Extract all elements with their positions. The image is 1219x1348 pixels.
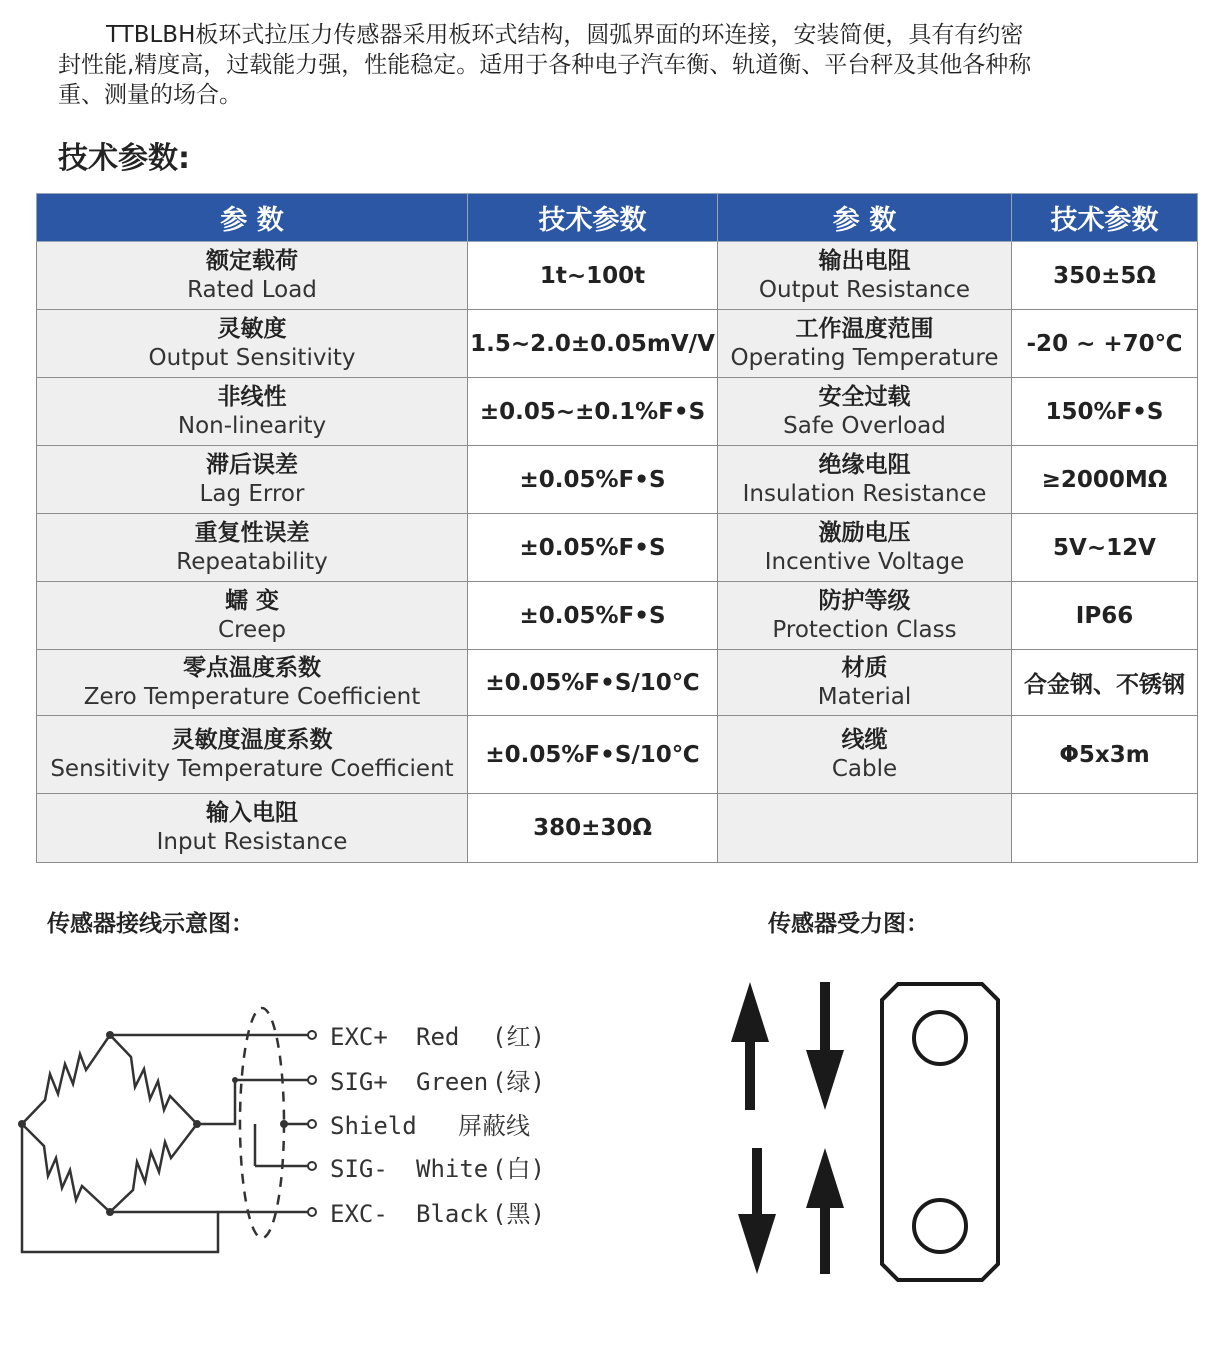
spec-table [36, 193, 1198, 863]
wire-signal-sig-plus: SIG+ [330, 1068, 388, 1096]
param-name-cn: 输入电阻 [206, 800, 298, 826]
arrow-down-icon [806, 982, 844, 1110]
value-cell: 5V~12V [1012, 514, 1198, 582]
wire-cn-black: (黑) [492, 1200, 545, 1228]
wire-cn-green: (绿) [492, 1068, 545, 1096]
table-row [37, 310, 1198, 378]
value-cell: ±0.05~±0.1%F•S [468, 378, 718, 446]
value-cell: IP66 [1012, 582, 1198, 650]
wire-signal-sig-minus: SIG- [330, 1155, 388, 1183]
wire-color-green: Green [416, 1068, 489, 1096]
param-name-en: Protection Class [772, 616, 957, 643]
table-row [37, 650, 1198, 716]
value-cell: ±0.05%F•S [468, 582, 718, 650]
value-cell: ±0.05%F•S/10℃ [468, 716, 718, 794]
param-cell [37, 378, 468, 446]
header-param-right: 参 数 [718, 194, 1012, 242]
param-name-en: Creep [218, 616, 286, 643]
param-name-cn: 非线性 [217, 383, 287, 410]
param-name-cn: 重复性误差 [194, 519, 310, 546]
mount-hole [914, 1012, 966, 1064]
param-name-cn: 材质 [841, 654, 888, 681]
param-cell [718, 650, 1012, 716]
resistor-top-left [22, 1035, 110, 1124]
header-value-left: 技术参数 [468, 194, 718, 242]
arrow-up-icon [731, 982, 769, 1110]
param-name-cn: 激励电压 [818, 519, 911, 546]
terminal-dot [308, 1031, 316, 1039]
param-name-en: Cable [831, 755, 898, 782]
terminal-dot [308, 1076, 316, 1084]
wire-signal-exc-plus: EXC+ [330, 1023, 388, 1051]
wire-signal-exc-minus: EXC- [330, 1200, 388, 1228]
param-cell [37, 310, 468, 378]
shield-ellipse [240, 1008, 284, 1238]
param-cell [718, 446, 1012, 514]
param-cell [37, 716, 468, 794]
param-name-cn: 额定载荷 [206, 247, 298, 274]
param-cell [718, 582, 1012, 650]
resistor-bottom-right [110, 1124, 197, 1212]
value-cell: 1.5~2.0±0.05mV/V [468, 310, 718, 378]
param-cell [37, 650, 468, 716]
arrow-up-icon [806, 1148, 844, 1274]
param-name-en: Zero Temperature Coefficient [83, 683, 421, 710]
param-name-en: Input Resistance [156, 829, 348, 855]
param-name-en: Rated Load [187, 276, 317, 303]
param-cell [718, 378, 1012, 446]
param-name-en: Non-linearity [177, 412, 327, 439]
param-name-cn: 蠕 变 [224, 587, 279, 614]
resistor-top-right [110, 1035, 197, 1124]
wire-cn-white: (白) [492, 1155, 545, 1183]
param-name-cn: 零点温度系数 [183, 654, 321, 681]
value-cell: ±0.05%F•S [468, 446, 718, 514]
value-cell [1012, 794, 1198, 863]
table-row [37, 794, 1198, 863]
header-value-right: 技术参数 [1012, 194, 1198, 242]
value-cell: 1t~100t [468, 242, 718, 310]
param-name-cn: 防护等级 [818, 587, 911, 614]
param-name-en: Output Sensitivity [148, 344, 356, 371]
param-name-en: Insulation Resistance [742, 480, 987, 507]
value-cell: Φ5x3m [1012, 716, 1198, 794]
table-row [37, 716, 1198, 794]
value-cell: ±0.05%F•S [468, 514, 718, 582]
wire-signal-shield: Shield [330, 1112, 417, 1140]
param-cell [37, 242, 468, 310]
arrow-down-icon [738, 1148, 776, 1274]
value-cell: ±0.05%F•S/10℃ [468, 650, 718, 716]
header-param-left: 参 数 [37, 194, 468, 242]
value-cell: ≥2000MΩ [1012, 446, 1198, 514]
param-cell [718, 514, 1012, 582]
wiring-title: 传感器接线示意图： [47, 911, 254, 937]
mount-hole [914, 1200, 966, 1252]
intro-paragraph: TTBLBH板环式拉压力传感器采用板环式结构，圆弧界面的环连接，安装简便，具有有约密封性能,精度高，过载能力强，性能稳定。适用于各种电子汽车衡、轨道衡、平台秤及其他各种称重、测量的场合。 [58, 22, 1032, 108]
param-name-en: Output Resistance [758, 276, 971, 303]
param-cell [37, 446, 468, 514]
param-cell [718, 794, 1012, 863]
wire-color-white: White [416, 1155, 489, 1183]
wire-color-black: Black [416, 1200, 489, 1228]
section-title: 技术参数: [58, 141, 190, 176]
wire-cn-shield: 屏蔽线 [458, 1112, 530, 1140]
param-cell [37, 582, 468, 650]
wire-color-red: Red [416, 1023, 460, 1051]
value-cell: 150%F•S [1012, 378, 1198, 446]
param-name-en: Repeatability [176, 548, 328, 575]
resistor-bottom-left [22, 1124, 110, 1212]
wire-cn-red: (红) [492, 1023, 545, 1051]
param-cell [718, 242, 1012, 310]
table-row [37, 582, 1198, 650]
param-cell [37, 514, 468, 582]
wiring-diagram [0, 990, 600, 1270]
param-name-cn: 灵敏度 [217, 315, 287, 342]
param-name-cn: 线缆 [841, 726, 888, 753]
terminal-dot [308, 1120, 316, 1128]
table-row [37, 446, 1198, 514]
table-row [37, 242, 1198, 310]
table-row [37, 514, 1198, 582]
value-cell: -20 ~ +70℃ [1012, 310, 1198, 378]
param-name-cn: 安全过载 [818, 383, 911, 410]
param-cell [718, 716, 1012, 794]
param-name-en: Material [817, 683, 912, 710]
param-cell [37, 794, 468, 863]
param-name-en: Operating Temperature [730, 344, 999, 371]
param-name-cn: 工作温度范围 [795, 315, 934, 342]
param-name-cn: 滞后误差 [206, 451, 298, 478]
force-diagram [720, 970, 1020, 1290]
value-cell: 合金钢、不锈钢 [1012, 650, 1198, 716]
param-name-en: Incentive Voltage [764, 548, 965, 575]
value-cell: 350±5Ω [1012, 242, 1198, 310]
param-cell [718, 310, 1012, 378]
terminal-dot [308, 1162, 316, 1170]
param-name-cn: 灵敏度温度系数 [171, 726, 333, 753]
param-name-en: Lag Error [199, 480, 305, 507]
terminal-dot [308, 1208, 316, 1216]
param-name-cn: 绝缘电阻 [818, 451, 911, 478]
force-title: 传感器受力图： [768, 911, 929, 937]
table-row [37, 378, 1198, 446]
param-name-cn: 输出电阻 [818, 247, 911, 274]
table-header-row [37, 194, 1198, 242]
value-cell: 380±30Ω [468, 794, 718, 863]
param-name-en: Safe Overload [783, 412, 946, 439]
param-name-en: Sensitivity Temperature Coefficient [50, 755, 454, 782]
